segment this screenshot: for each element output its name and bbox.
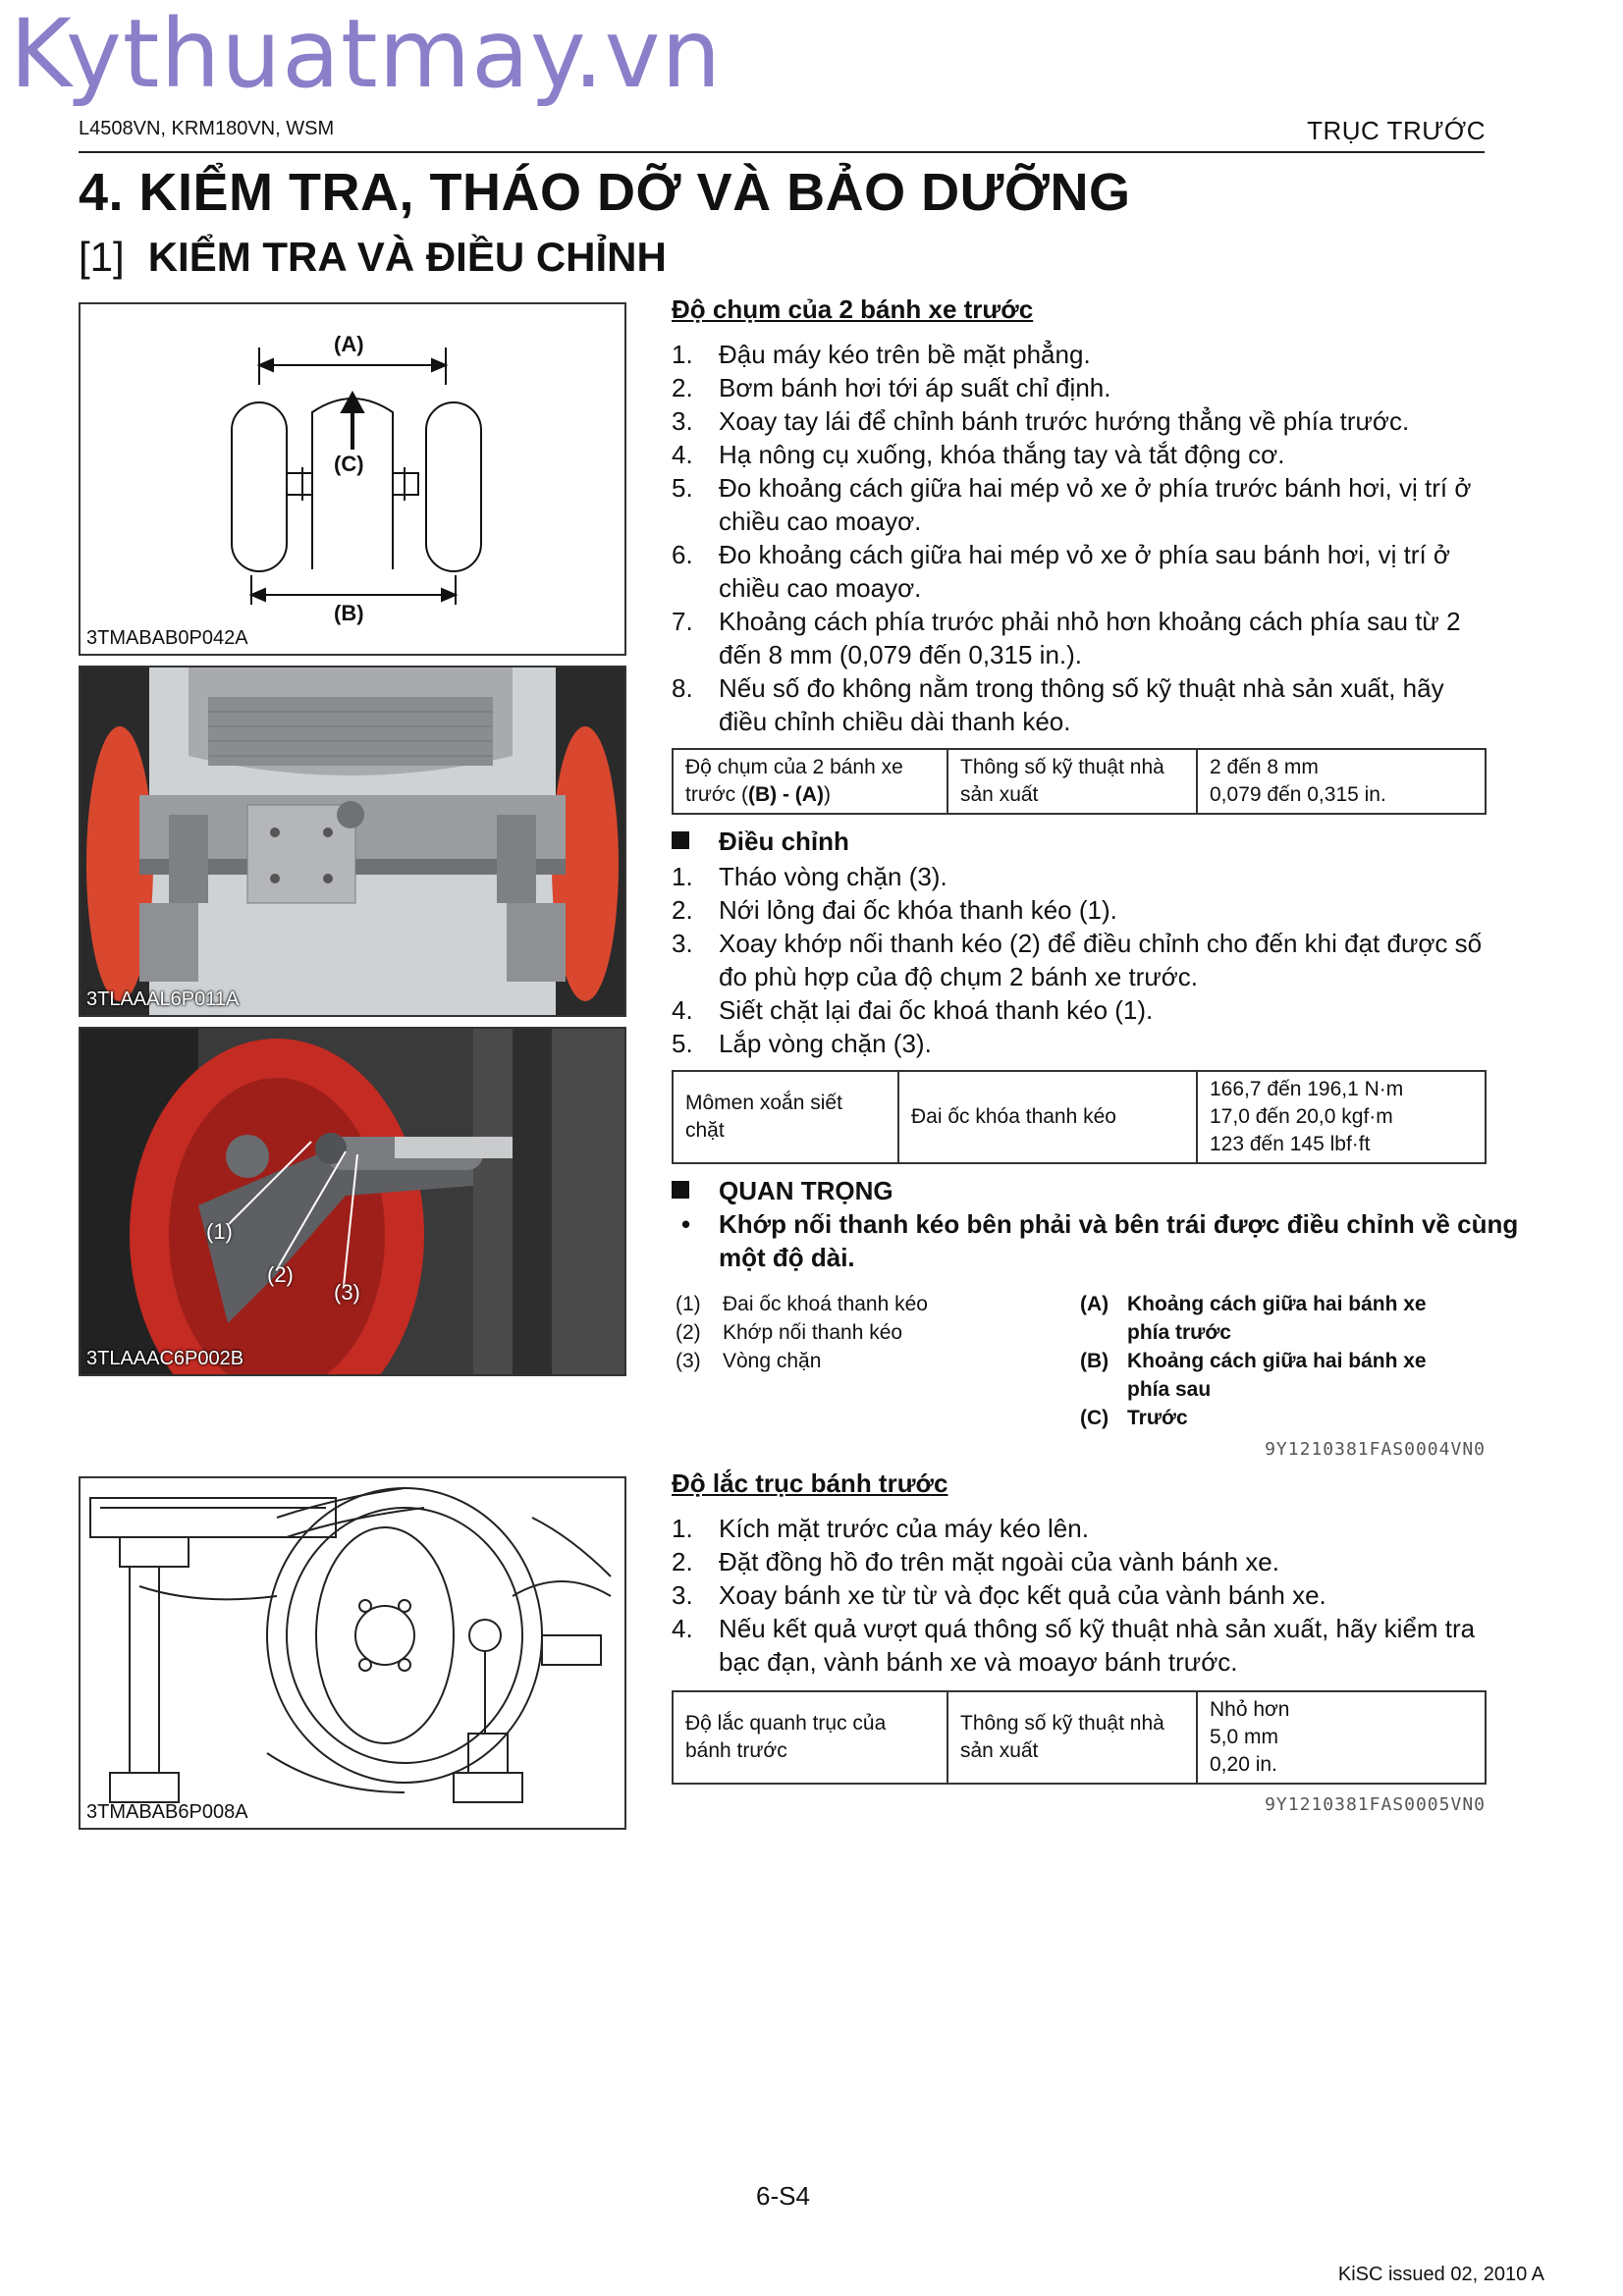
- step-number: 3.: [672, 406, 693, 436]
- figure-front-axle-photo: [79, 666, 626, 1017]
- table-cell-part: Đai ốc khóa thanh kéo: [898, 1071, 1197, 1163]
- legend-value: Khoảng cách giữa hai bánh xe phía sau: [1127, 1350, 1427, 1401]
- table-cell-item: Độ lắc quanh trục của bánh trước: [673, 1691, 947, 1784]
- diagram-label-b: (B): [334, 601, 364, 625]
- step-text: Lắp vòng chặn (3).: [719, 1029, 932, 1058]
- step-text: Hạ nông cụ xuống, khóa thắng tay và tắt động cơ.: [719, 440, 1285, 469]
- legend-key: (1): [676, 1293, 701, 1315]
- table-row: [673, 1691, 1486, 1784]
- header-section-title: TRỤC TRƯỚC: [1307, 116, 1486, 145]
- chapter-heading: 4. KIỂM TRA, THÁO DỠ VÀ BẢO DƯỠNG: [79, 163, 1131, 222]
- legend-item: [1080, 1290, 1473, 1347]
- square-bullet-icon: [672, 831, 689, 849]
- step-number: 1.: [672, 340, 693, 369]
- axle-play-spec-table: [672, 1690, 1487, 1785]
- section-heading: [79, 234, 667, 281]
- diagram-label-a: (A): [334, 332, 364, 356]
- bullet-dot-icon: •: [681, 1209, 691, 1239]
- step-text: Nếu kết quả vượt quá thông số kỹ thuật nhà sản xuất, hãy kiểm tra bạc đạn, vành bánh xe và moayơ bánh trước.: [719, 1614, 1476, 1677]
- list-item: [672, 893, 1487, 927]
- tie-rod-photo-illustration: [81, 1029, 624, 1374]
- adjust-heading: [672, 827, 849, 857]
- toe-in-spec-table: [672, 748, 1487, 815]
- reference-code: 9Y1210381FAS0005VN0: [1265, 1794, 1486, 1815]
- figure-code: 3TMABAB0P042A: [86, 627, 248, 649]
- axle-play-title: Độ lắc trục bánh trước: [672, 1468, 948, 1498]
- step-text: Xoay tay lái để chỉnh bánh trước hướng thẳng về phía trước.: [719, 406, 1410, 436]
- legend-key: (A): [1080, 1293, 1109, 1315]
- important-title: QUAN TRỌNG: [719, 1176, 893, 1205]
- table-row: [673, 749, 1486, 814]
- square-bullet-icon: [672, 1181, 689, 1199]
- list-item: [672, 1512, 1487, 1545]
- step-number: 6.: [672, 540, 693, 569]
- figure-tie-rod-photo: [79, 1027, 626, 1376]
- step-number: 3.: [672, 929, 693, 958]
- list-item: [672, 671, 1487, 738]
- important-bullet: [681, 1207, 1524, 1274]
- list-item: [672, 404, 1487, 438]
- step-text: Nếu số đo không nằm trong thông số kỹ thuật nhà sản xuất, hãy điều chỉnh chiều dài thanh kéo.: [719, 673, 1444, 736]
- legend-value: Đai ốc khoá thanh kéo: [723, 1293, 928, 1315]
- table-cell-item: [673, 749, 947, 814]
- step-text: Xoay bánh xe từ từ và đọc kết quả của vành bánh xe.: [719, 1580, 1326, 1610]
- step-number: 8.: [672, 673, 693, 703]
- table-cell-source: Thông số kỹ thuật nhà sản xuất: [947, 1691, 1197, 1784]
- figure-code: 3TLAAAC6P002B: [86, 1348, 244, 1369]
- list-item: [672, 1578, 1487, 1612]
- legend-item: [1080, 1404, 1473, 1432]
- figure-toe-in-diagram: [79, 302, 626, 656]
- step-text: Đo khoảng cách giữa hai mép vỏ xe ở phía trước bánh hơi, vị trí ở chiều cao moayơ.: [719, 473, 1472, 536]
- callout-1: (1): [206, 1219, 233, 1244]
- value-line: 123 đến 145 lbf·ft: [1210, 1133, 1371, 1155]
- section-number: [1]: [79, 234, 125, 280]
- adjust-title: Điều chỉnh: [719, 827, 849, 856]
- list-item: [672, 605, 1487, 671]
- legend-item: [676, 1347, 1068, 1375]
- section-title: KIỂM TRA VÀ ĐIỀU CHỈNH: [147, 234, 667, 280]
- toe-in-steps: [672, 338, 1487, 738]
- step-text: Siết chặt lại đai ốc khoá thanh kéo (1).: [719, 995, 1154, 1025]
- list-item: [672, 860, 1487, 893]
- legend-value: Khớp nối thanh kéo: [723, 1321, 903, 1344]
- value-line: 5,0 mm: [1210, 1726, 1279, 1748]
- step-number: 1.: [672, 1514, 693, 1543]
- step-number: 7.: [672, 607, 693, 636]
- list-item: [672, 438, 1487, 471]
- figure-code: 3TLAAAL6P011A: [86, 988, 240, 1010]
- step-text: Đo khoảng cách giữa hai mép vỏ xe ở phía sau bánh hơi, vị trí ở chiều cao moayơ.: [719, 540, 1450, 603]
- axle-play-drawing-illustration: [81, 1478, 624, 1828]
- step-text: Đậu máy kéo trên bề mặt phẳng.: [719, 340, 1091, 369]
- value-line: 0,079 đến 0,315 in.: [1210, 783, 1386, 806]
- legend-item: [1080, 1347, 1473, 1404]
- step-text: Xoay khớp nối thanh kéo (2) để điều chỉnh cho đến khi đạt được số đo phù hợp của độ chụm 2 bánh xe trước.: [719, 929, 1483, 991]
- figure-code: 3TMABAB6P008A: [86, 1801, 248, 1823]
- important-text: Khớp nối thanh kéo bên phải và bên trái được điều chỉnh về cùng một độ dài.: [719, 1209, 1519, 1272]
- legend-key: (3): [676, 1350, 701, 1372]
- value-line: 2 đến 8 mm: [1210, 756, 1319, 778]
- step-number: 2.: [672, 895, 693, 925]
- step-text: Đặt đồng hồ đo trên mặt ngoài của vành bánh xe.: [719, 1547, 1279, 1576]
- value-line: Nhỏ hơn: [1210, 1698, 1290, 1721]
- toe-in-title: Độ chụm của 2 bánh xe trước: [672, 294, 1034, 324]
- table-cell-item: Mômen xoắn siết chặt: [673, 1071, 898, 1163]
- list-item: [672, 1027, 1487, 1060]
- header-rule: [79, 151, 1485, 153]
- list-item: [672, 471, 1487, 538]
- header-doc-id: L4508VN, KRM180VN, WSM: [79, 118, 335, 139]
- table-row: [673, 1071, 1486, 1163]
- value-line: 0,20 in.: [1210, 1753, 1277, 1776]
- step-number: 5.: [672, 1029, 693, 1058]
- list-item: [672, 1612, 1487, 1679]
- step-number: 3.: [672, 1580, 693, 1610]
- list-item: [672, 993, 1487, 1027]
- step-text: Khoảng cách phía trước phải nhỏ hơn khoảng cách phía sau từ 2 đến 8 mm (0,079 đến 0,315 in.).: [719, 607, 1461, 669]
- step-number: 2.: [672, 1547, 693, 1576]
- reference-code: 9Y1210381FAS0004VN0: [1265, 1439, 1486, 1460]
- step-number: 5.: [672, 473, 693, 503]
- legend-value: Vòng chặn: [723, 1350, 822, 1372]
- list-item: [672, 338, 1487, 371]
- step-text: Bơm bánh hơi tới áp suất chỉ định.: [719, 373, 1111, 402]
- step-text: Tháo vòng chặn (3).: [719, 862, 947, 891]
- front-axle-photo-illustration: [81, 667, 624, 1015]
- legend-key: (C): [1080, 1407, 1109, 1429]
- callout-2: (2): [267, 1262, 294, 1287]
- list-item: [672, 538, 1487, 605]
- step-number: 4.: [672, 440, 693, 469]
- legend-item: [676, 1318, 1068, 1347]
- step-text: Nới lỏng đai ốc khóa thanh kéo (1).: [719, 895, 1117, 925]
- axle-play-steps: [672, 1512, 1487, 1679]
- torque-spec-table: [672, 1070, 1487, 1164]
- list-item: [672, 371, 1487, 404]
- legend-left: [676, 1290, 1068, 1375]
- watermark: Kythuatmay.vn: [10, 0, 723, 109]
- cell-text: ): [823, 783, 831, 806]
- callout-3: (3): [334, 1280, 360, 1305]
- figure-axle-play-drawing: [79, 1476, 626, 1830]
- cell-text: Độ chụm của 2 bánh xe trước (: [685, 756, 903, 806]
- step-number: 4.: [672, 995, 693, 1025]
- legend-item: [676, 1290, 1068, 1318]
- step-number: 2.: [672, 373, 693, 402]
- important-heading: [672, 1176, 893, 1206]
- cell-text-bold: (B) - (A): [747, 783, 824, 806]
- table-cell-source: Thông số kỹ thuật nhà sản xuất: [947, 749, 1197, 814]
- legend-key: (B): [1080, 1350, 1109, 1372]
- step-number: 1.: [672, 862, 693, 891]
- list-item: [672, 927, 1487, 993]
- page-number: 6-S4: [756, 2181, 810, 2211]
- table-cell-value: [1197, 1071, 1486, 1163]
- legend-right: [1080, 1290, 1473, 1432]
- table-cell-value: [1197, 1691, 1486, 1784]
- diagram-label-c: (C): [334, 452, 364, 476]
- adjust-steps: [672, 860, 1487, 1060]
- step-text: Kích mặt trước của máy kéo lên.: [719, 1514, 1089, 1543]
- list-item: [672, 1545, 1487, 1578]
- legend-value: Khoảng cách giữa hai bánh xe phía trước: [1127, 1293, 1427, 1344]
- legend-value: Trước: [1127, 1407, 1188, 1429]
- table-cell-value: [1197, 749, 1486, 814]
- value-line: 166,7 đến 196,1 N·m: [1210, 1078, 1404, 1100]
- issue-note: KiSC issued 02, 2010 A: [1337, 2264, 1544, 2285]
- value-line: 17,0 đến 20,0 kgf·m: [1210, 1105, 1393, 1128]
- step-number: 4.: [672, 1614, 693, 1643]
- legend-key: (2): [676, 1321, 701, 1344]
